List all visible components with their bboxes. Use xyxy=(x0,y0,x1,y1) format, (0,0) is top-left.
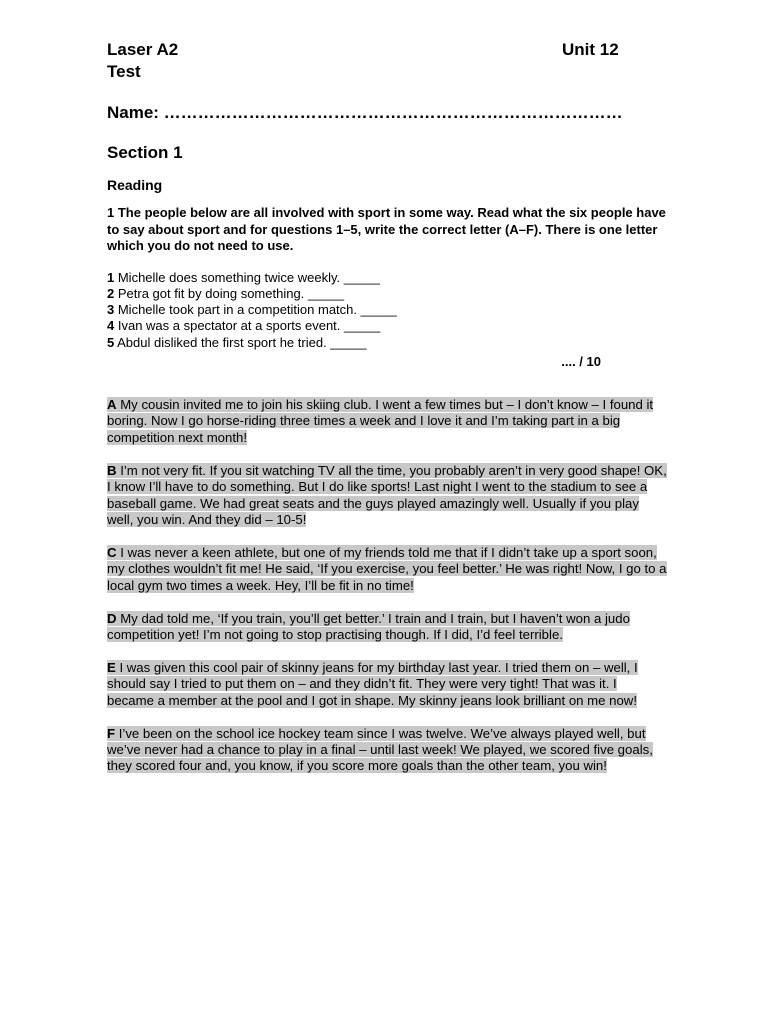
question-text: Abdul disliked the first sport he tried. _____ xyxy=(114,334,367,350)
course-title: Laser A2 xyxy=(107,40,179,59)
question-item xyxy=(107,302,667,318)
text-letter: C xyxy=(107,544,117,560)
text-body: I’ve been on the school ice hockey team since I was twelve. We’ve always played well, but we’ve never had a chance to play in a final – until last week! We played, we scored five goals, they scored four and, you know, if you score more goals than the other team, you win! xyxy=(107,725,653,774)
text-c xyxy=(107,545,667,594)
question-number: 4 xyxy=(107,318,115,334)
text-letter: F xyxy=(107,725,116,741)
exercise-instructions: 1 The people below are all involved with sport in some way. Read what the six people have to say about sport and for questions 1–5, write the correct letter (A–F). There is one letter which you do not need to use. xyxy=(107,205,666,253)
text-body: I was never a keen athlete, but one of my friends told me that if I didn’t take up a sport soon, my clothes wouldn’t fit me! He said, ‘If you exercise, you feel better.’ He was right! Now, I go to a local gym two times a week. Hey, I’ll be fit in no time! xyxy=(107,544,667,593)
question-text: Michelle does something twice weekly. _____ xyxy=(114,269,380,285)
test-label: Test xyxy=(107,62,141,81)
text-letter: A xyxy=(107,396,117,412)
question-item xyxy=(107,335,667,351)
question-item xyxy=(107,270,667,286)
name-field-line: Name: ……………………………………………………………………… xyxy=(107,103,623,122)
text-letter: D xyxy=(107,610,117,626)
reading-title: Reading xyxy=(107,177,163,193)
reading-texts xyxy=(107,397,667,775)
question-number: 2 xyxy=(107,285,115,301)
text-body: My dad told me, ‘If you train, you’ll get better.’ I train and I train, but I haven’t won a judo competition yet! I’m not going to stop practising though. If I did, I’d feel terrible. xyxy=(107,610,630,642)
question-list xyxy=(107,270,667,351)
text-b xyxy=(107,463,667,529)
question-number: 5 xyxy=(107,334,115,350)
text-body: My cousin invited me to join his skiing club. I went a few times but – I don’t know – I found it boring. Now I go horse-riding three times a week and I love it and I’m taking part in a big competition next month! xyxy=(107,396,654,445)
test-page xyxy=(107,40,667,791)
text-letter: B xyxy=(107,462,117,478)
header-row xyxy=(107,40,667,62)
text-f xyxy=(107,726,667,775)
section-title: Section 1 xyxy=(107,143,183,162)
text-a xyxy=(107,397,667,446)
question-item xyxy=(107,318,667,334)
text-body: I was given this cool pair of skinny jeans for my birthday last year. I tried them on – well, I should say I tried to put them on – and they didn’t fit. They were very tight! That was it. I became a member at the pool and I got in shape. My skinny jeans look brilliant on me now! xyxy=(107,659,638,708)
question-text: Petra got fit by doing something. _____ xyxy=(114,285,345,301)
unit-title: Unit 12 xyxy=(562,40,619,59)
question-text: Michelle took part in a competition match. _____ xyxy=(114,302,397,318)
text-body: I’m not very fit. If you sit watching TV all the time, you probably aren’t in very good shape! OK, I know I’ll have to do something. But I do like sports! Last night I went to the stadium to see a baseball game. We had great seats and the guys played amazingly well. Usually if you play well, you win. And they did – 10-5! xyxy=(107,462,667,527)
text-letter: E xyxy=(107,659,116,675)
question-text: Ivan was a spectator at a sports event. _____ xyxy=(114,318,381,334)
text-d xyxy=(107,611,667,644)
question-item xyxy=(107,286,667,302)
question-number: 1 xyxy=(107,269,115,285)
question-number: 3 xyxy=(107,302,115,318)
score-box: .... / 10 xyxy=(561,353,601,369)
text-e xyxy=(107,660,667,709)
